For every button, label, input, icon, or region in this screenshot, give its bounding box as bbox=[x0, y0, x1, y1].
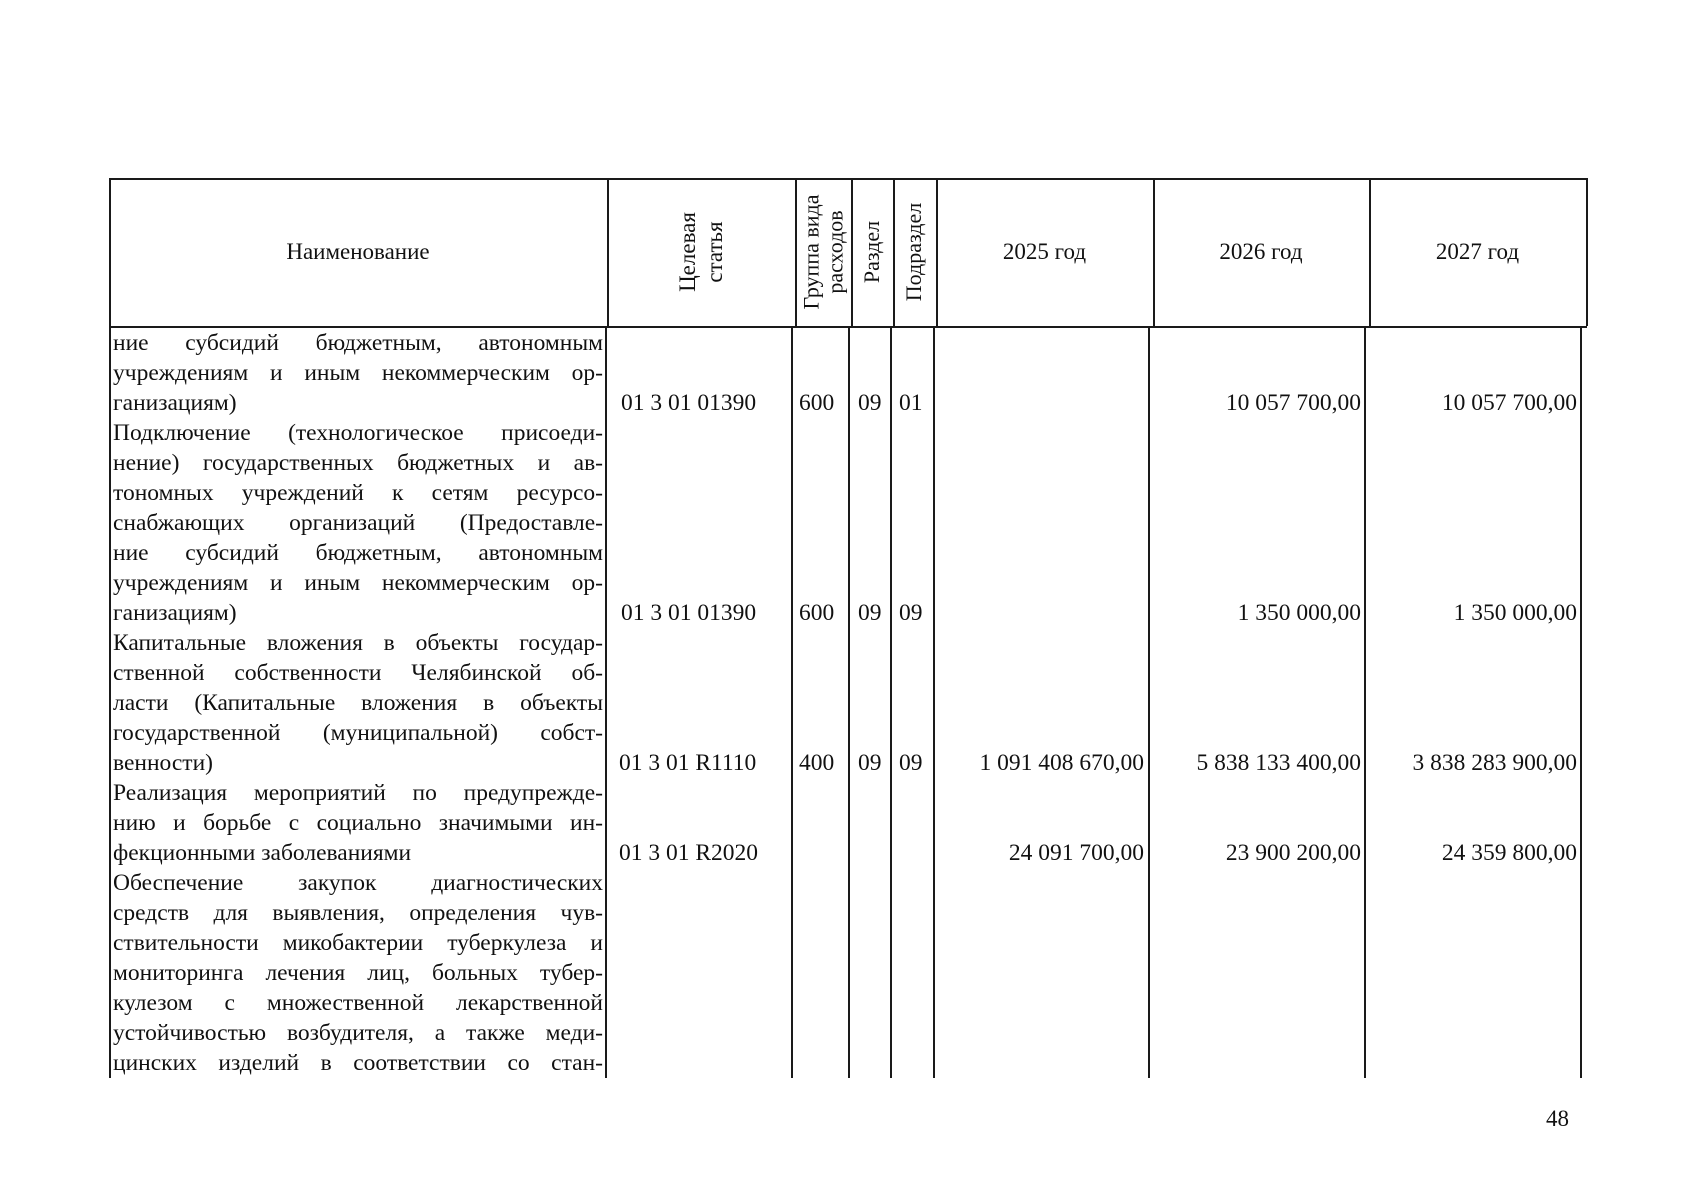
header-section-label: Раздел bbox=[859, 220, 885, 284]
header-subsection-label: Подраздел bbox=[901, 202, 927, 302]
row-value-2026: 1 350 000,00 bbox=[1237, 600, 1361, 626]
col-border bbox=[1364, 326, 1366, 1078]
row-section: 09 bbox=[858, 750, 882, 776]
header-subsection bbox=[893, 178, 936, 326]
header-name-label: Наименование bbox=[286, 239, 430, 264]
name-line: ганизациям) bbox=[113, 600, 237, 626]
col-border bbox=[791, 326, 793, 1078]
row-subsection: 09 bbox=[899, 600, 923, 626]
col-border bbox=[605, 326, 607, 1078]
row-value-2027: 1 350 000,00 bbox=[1453, 600, 1577, 626]
name-line: ние субсидий бюджетным, автономным bbox=[113, 540, 603, 566]
row-target-article: 01 3 01 R1110 bbox=[619, 750, 757, 776]
header-section bbox=[851, 178, 893, 326]
table-row-name bbox=[113, 778, 603, 868]
row-expense-group: 600 bbox=[799, 390, 835, 416]
col-border bbox=[890, 326, 892, 1078]
row-value-2026: 10 057 700,00 bbox=[1225, 390, 1361, 416]
header-target-article bbox=[607, 178, 795, 326]
row-subsection: 01 bbox=[899, 390, 923, 416]
row-target-article: 01 3 01 01390 bbox=[621, 600, 757, 626]
header-expense-group bbox=[795, 178, 851, 326]
name-line: ганизациям) bbox=[113, 390, 237, 416]
row-expense-group: 600 bbox=[799, 600, 835, 626]
col-border bbox=[109, 326, 111, 1078]
row-value-2026: 23 900 200,00 bbox=[1225, 840, 1361, 866]
name-line: Капитальные вложения в объекты государ- bbox=[113, 630, 603, 656]
name-line: ласти (Капитальные вложения в объекты bbox=[113, 690, 603, 716]
col-border bbox=[1586, 178, 1588, 326]
name-line: мониторинга лечения лиц, больных тубер- bbox=[113, 960, 603, 986]
name-line: средств для выявления, определения чув- bbox=[113, 900, 603, 926]
row-value-2027: 10 057 700,00 bbox=[1441, 390, 1577, 416]
row-section: 09 bbox=[858, 390, 882, 416]
header-2026 bbox=[1153, 178, 1369, 326]
header-expense-group-line2: расходов bbox=[822, 210, 848, 294]
name-line: Обеспечение закупок диагностических bbox=[113, 870, 603, 896]
name-line: ственной собственности Челябинской об- bbox=[113, 660, 603, 686]
name-line: устойчивостью возбудителя, а также меди- bbox=[113, 1020, 603, 1046]
table-row-name bbox=[113, 328, 603, 418]
name-line: ние субсидий бюджетным, автономным bbox=[113, 330, 603, 356]
name-line: венности) bbox=[113, 750, 213, 776]
header-target-article-line1: Целевая bbox=[674, 212, 700, 292]
name-line: нию и борьбе с социально значимыми ин- bbox=[113, 810, 603, 836]
col-border bbox=[933, 326, 935, 1078]
name-line: фекционными заболеваниями bbox=[113, 840, 412, 866]
table-row-name bbox=[113, 868, 603, 1078]
col-border bbox=[1580, 326, 1582, 1078]
row-expense-group: 400 bbox=[799, 750, 835, 776]
budget-table bbox=[109, 178, 1587, 1078]
header-expense-group-line1: Группа вида bbox=[798, 194, 824, 310]
page-number: 48 bbox=[1546, 1106, 1569, 1131]
header-2027-label: 2027 год bbox=[1435, 239, 1520, 264]
row-subsection: 09 bbox=[899, 750, 923, 776]
header-2026-label: 2026 год bbox=[1219, 239, 1303, 264]
name-line: снабжающих организаций (Предоставле- bbox=[113, 510, 603, 536]
header-name bbox=[109, 178, 607, 326]
header-2027 bbox=[1369, 178, 1586, 326]
name-line: учреждениям и иным некоммерческим ор- bbox=[113, 360, 603, 386]
table-row-name bbox=[113, 418, 603, 628]
row-value-2027: 24 359 800,00 bbox=[1441, 840, 1577, 866]
col-border bbox=[848, 326, 850, 1078]
name-line: учреждениям и иным некоммерческим ор- bbox=[113, 570, 603, 596]
name-line: нение) государственных бюджетных и ав- bbox=[113, 450, 603, 476]
header-2025-label: 2025 год bbox=[1002, 239, 1087, 264]
name-line: Подключение (технологическое присоеди- bbox=[113, 420, 603, 446]
row-value-2025: 24 091 700,00 bbox=[1008, 840, 1144, 866]
row-target-article: 01 3 01 01390 bbox=[621, 390, 757, 416]
table-row-name bbox=[113, 628, 603, 778]
header-2025 bbox=[936, 178, 1153, 326]
row-value-2026: 5 838 133 400,00 bbox=[1196, 750, 1361, 776]
name-line: тономных учреждений к сетям ресурсо- bbox=[113, 480, 603, 506]
row-target-article: 01 3 01 R2020 bbox=[619, 840, 759, 866]
name-line: государственной (муниципальной) собст- bbox=[113, 720, 603, 746]
row-value-2027: 3 838 283 900,00 bbox=[1412, 750, 1577, 776]
name-line: Реализация мероприятий по предупрежде- bbox=[113, 780, 603, 806]
col-border bbox=[1148, 326, 1150, 1078]
row-value-2025: 1 091 408 670,00 bbox=[979, 750, 1144, 776]
header-target-article-line2: статья bbox=[701, 221, 727, 283]
name-line: ствительности микобактерии туберкулеза и bbox=[113, 930, 603, 956]
row-section: 09 bbox=[858, 600, 882, 626]
name-line: цинских изделий в соответствии со стан- bbox=[113, 1050, 603, 1076]
name-line: кулезом с множественной лекарственной bbox=[113, 990, 603, 1016]
